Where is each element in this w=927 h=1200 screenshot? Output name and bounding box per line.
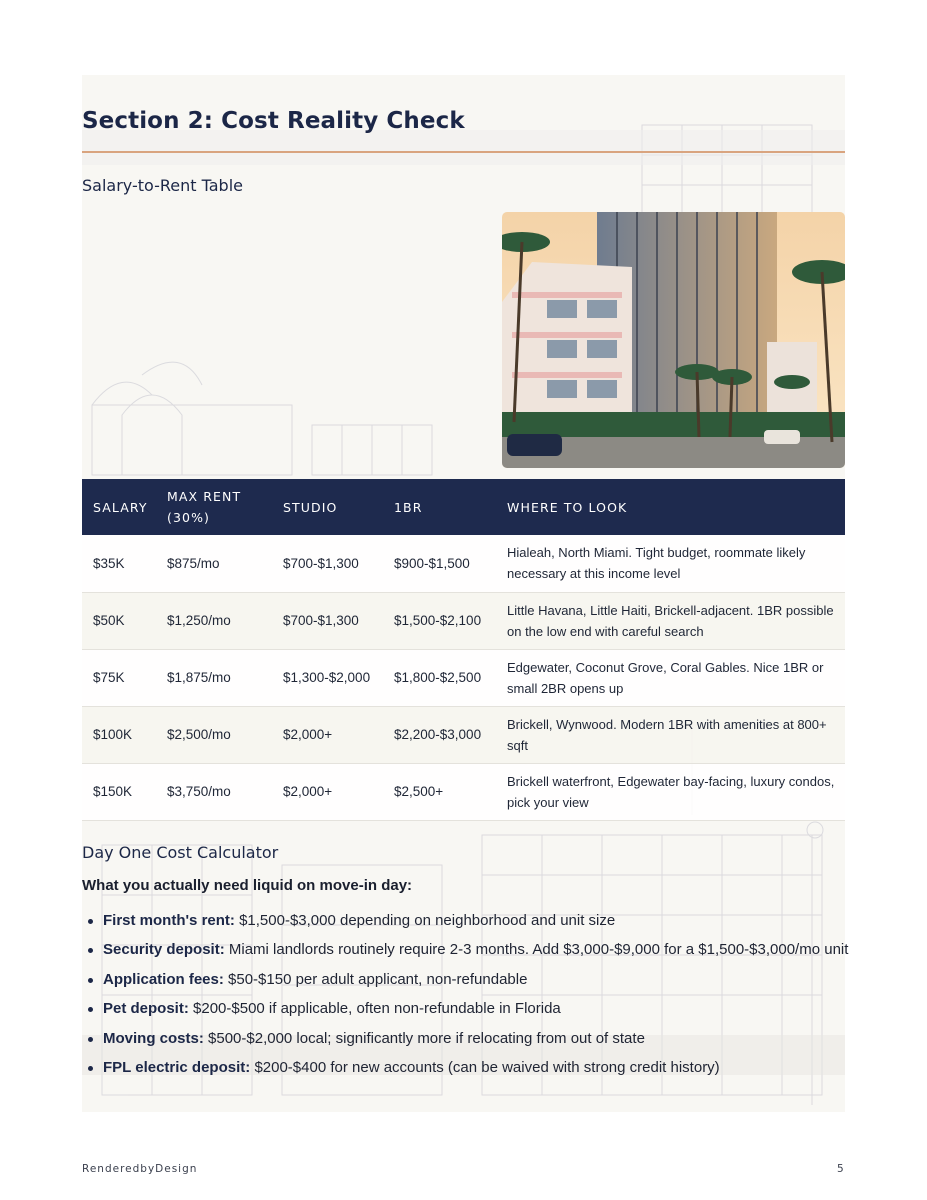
table-header-row — [82, 479, 845, 535]
cost-label: FPL electric deposit: — [103, 1058, 251, 1076]
salary-cell: $150K — [93, 784, 133, 799]
calculator-intro: What you actually need liquid on move-in day: — [82, 877, 413, 894]
column-header-salary: SALARY — [93, 499, 148, 515]
one-br-cell: $2,500+ — [394, 784, 444, 799]
title-divider — [82, 151, 845, 153]
where-to-look-cell: Brickell waterfront, Edgewater bay-facing, luxury condos, pick your view — [507, 773, 835, 810]
salary-table-heading: Salary-to-Rent Table — [82, 176, 243, 195]
column-header-where-to-look: WHERE TO LOOK — [507, 499, 628, 515]
page-number: 5 — [837, 1163, 844, 1175]
one-br-cell: $1,500-$2,100 — [394, 613, 482, 628]
studio-cell: $2,000+ — [283, 784, 333, 799]
cost-list — [82, 908, 852, 1084]
footer-brand: RenderedbyDesign — [82, 1163, 198, 1175]
max-rent-cell: $2,500/mo — [167, 727, 231, 742]
one-br-cell: $2,200-$3,000 — [394, 727, 482, 742]
column-header-max-rent: MAX RENT (30%) — [167, 489, 242, 525]
cost-text: $200-$500 if applicable, often non-refundable in Florida — [193, 1000, 561, 1018]
table-row — [82, 649, 845, 706]
cost-label: Application fees: — [103, 970, 224, 988]
one-br-cell: $900-$1,500 — [394, 555, 470, 571]
salary-cell: $100K — [93, 727, 133, 742]
where-to-look-cell: Little Havana, Little Haiti, Brickell-adjacent. 1BR possible on the low end with careful search — [507, 602, 834, 639]
cost-label: Pet deposit: — [103, 1000, 189, 1018]
max-rent-cell: $1,250/mo — [167, 613, 231, 628]
column-header-1br: 1BR — [394, 499, 423, 515]
cost-text: $500-$2,000 local; significantly more if relocating from out of state — [208, 1029, 645, 1047]
calculator-heading: Day One Cost Calculator — [82, 843, 279, 862]
one-br-cell: $1,800-$2,500 — [394, 670, 482, 685]
table-row — [82, 706, 845, 763]
studio-cell: $700-$1,300 — [283, 555, 359, 571]
bullet-icon — [88, 919, 93, 924]
list-item — [82, 996, 852, 1025]
table-row — [82, 763, 845, 820]
bullet-icon — [88, 1037, 93, 1042]
salary-cell: $50K — [93, 613, 125, 628]
section-title: Section 2: Cost Reality Check — [82, 108, 465, 134]
table-row — [82, 535, 845, 592]
bullet-icon — [88, 1066, 93, 1071]
miami-building-photo — [502, 212, 845, 468]
cost-text: $50-$150 per adult applicant, non-refundable — [228, 970, 528, 988]
studio-cell: $700-$1,300 — [283, 613, 359, 628]
where-to-look-cell: Brickell, Wynwood. Modern 1BR with amenities at 800+ sqft — [507, 716, 827, 753]
salary-to-rent-table — [82, 479, 845, 821]
cost-text: $1,500-$3,000 depending on neighborhood and unit size — [239, 912, 616, 929]
cost-label: Security deposit: — [103, 941, 225, 959]
salary-cell: $35K — [93, 555, 125, 571]
studio-cell: $1,300-$2,000 — [283, 670, 371, 685]
table-row — [82, 592, 845, 649]
list-item — [82, 1055, 852, 1084]
max-rent-cell: $3,750/mo — [167, 784, 231, 799]
bullet-icon — [88, 1007, 93, 1012]
cost-label: First month's rent: — [103, 912, 235, 929]
bullet-icon — [88, 948, 93, 953]
list-item — [82, 908, 852, 937]
list-item — [82, 1026, 852, 1055]
cost-text: Miami landlords routinely require 2-3 months. Add $3,000-$9,000 for a $1,500-$3,000/mo unit — [228, 941, 849, 959]
list-item — [82, 967, 852, 996]
cost-text: $200-$400 for new accounts (can be waived with strong credit history) — [254, 1058, 720, 1076]
max-rent-cell: $1,875/mo — [167, 670, 231, 685]
bullet-icon — [88, 978, 93, 983]
max-rent-cell: $875/mo — [167, 555, 220, 571]
cost-label: Moving costs: — [103, 1029, 204, 1047]
where-to-look-cell: Hialeah, North Miami. Tight budget, roommate likely necessary at this income level — [507, 545, 806, 582]
list-item — [82, 937, 852, 966]
studio-cell: $2,000+ — [283, 727, 333, 742]
salary-cell: $75K — [93, 670, 125, 685]
where-to-look-cell: Edgewater, Coconut Grove, Coral Gables. Nice 1BR or small 2BR opens up — [507, 659, 824, 696]
column-header-studio: STUDIO — [283, 499, 338, 515]
